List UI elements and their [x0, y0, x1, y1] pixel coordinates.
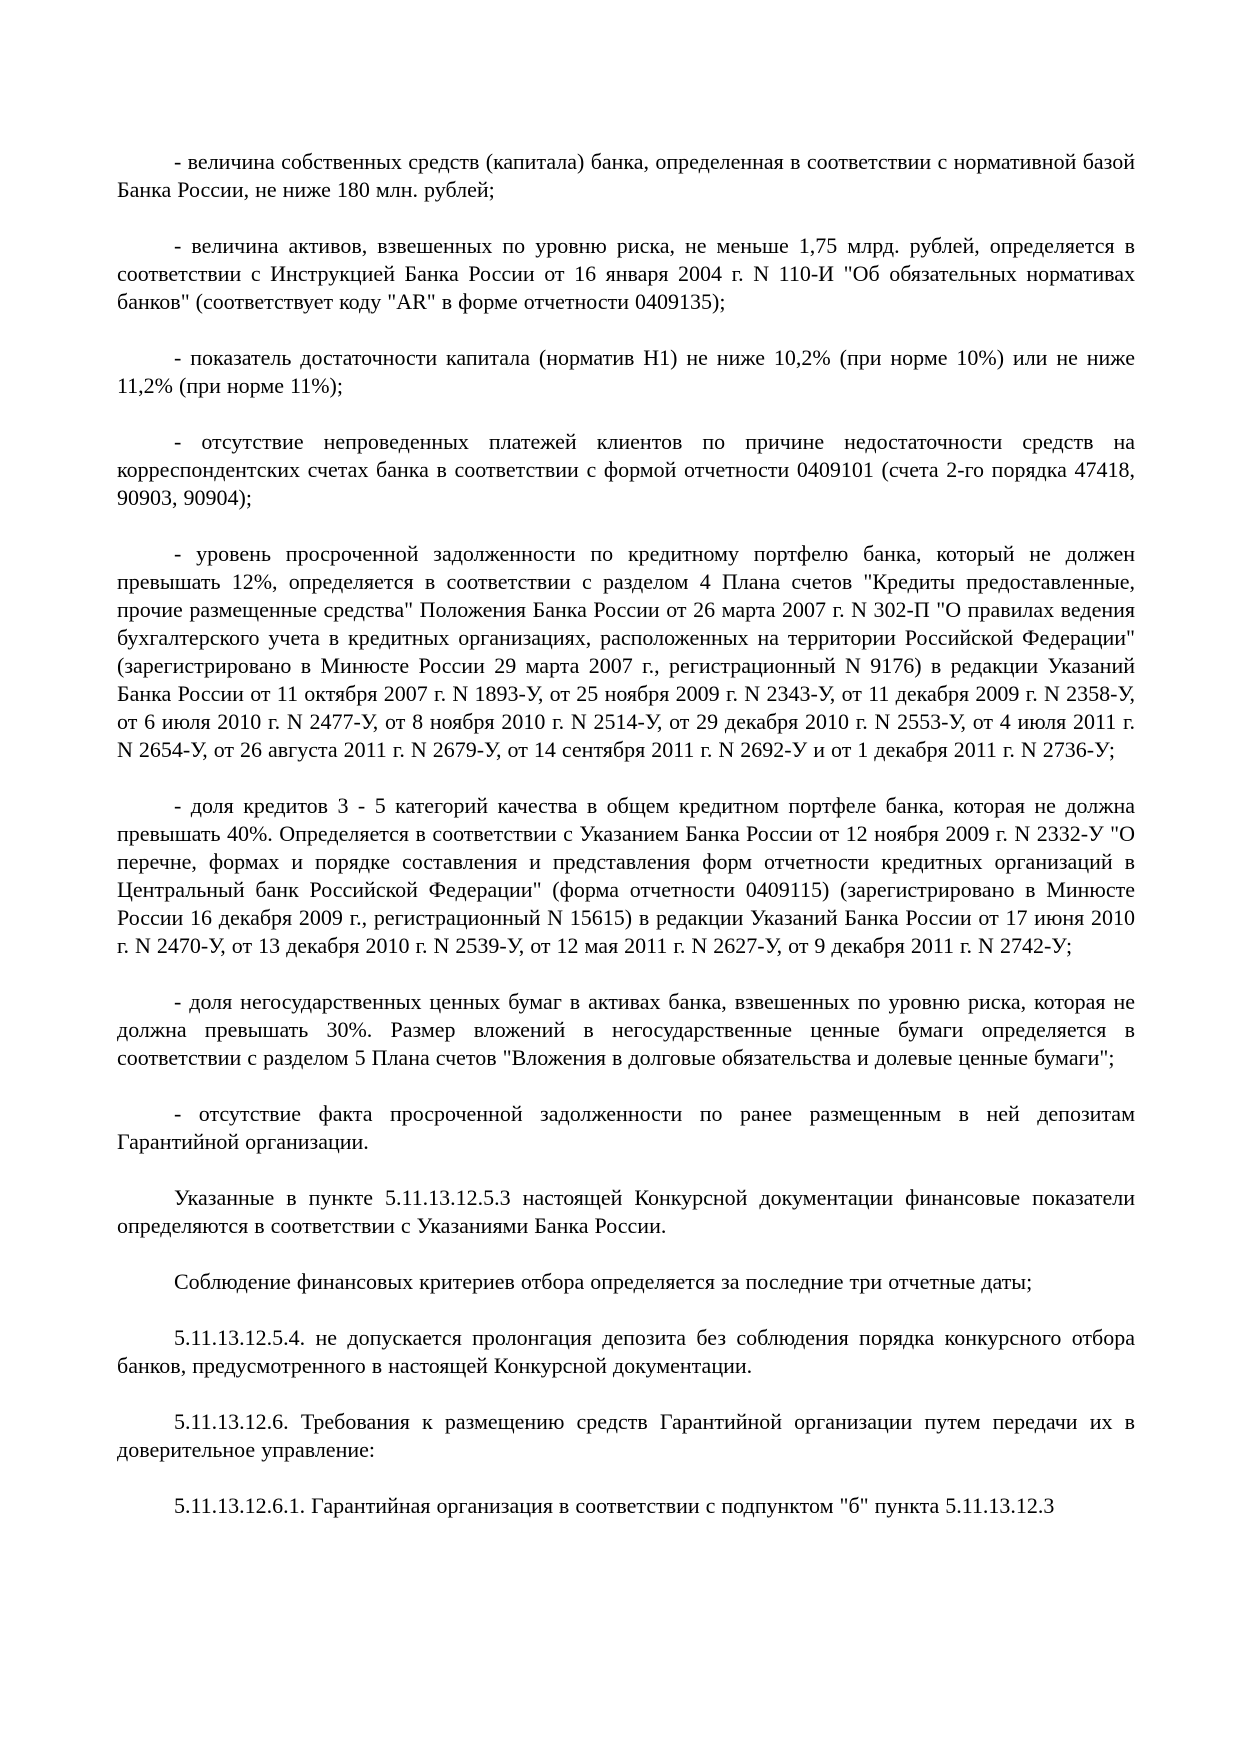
document-body [117, 148, 1135, 1520]
bullet-unprocessed-payments: - отсутствие непроведенных платежей клиентов по причине недостаточности средств на корреспондентских счетах банка в соответствии с формой отчетности 0409101 (счета 2-го порядка 47418, 90903, 90904); [117, 429, 1135, 510]
bullet-overdue-loan-level: - уровень просроченной задолженности по кредитному портфелю банка, который не должен превышать 12%, определяется в соответствии с разделом 4 Плана счетов "Кредиты предоставленные, прочие размещенные средства" Положения Банка России от 26 марта 2007 г. N 302-П "О правилах ведения бухгалтерского учета в кредитных организациях, расположенных на территории Российской Федерации" (зарегистрировано в Минюсте России 29 марта 2007 г., регистрационный N 9176) в редакции Указаний Банка России от 11 октября 2007 г. N 1893-У, от 25 ноября 2009 г. N 2343-У, от 11 декабря 2009 г. N 2358-У, от 6 июля 2010 г. N 2477-У, от 8 ноября 2010 г. N 2514-У, от 29 декабря 2010 г. N 2553-У, от 4 июля 2011 г. N 2654-У, от 26 августа 2011 г. N 2679-У, от 14 сентября 2011 г. N 2692-У и от 1 декабря 2011 г. N 2736-У; [117, 541, 1135, 762]
bullet-capital-requirement: - величина собственных средств (капитала) банка, определенная в соответствии с нормативной базой Банка России, не ниже 180 млн. рублей; [117, 149, 1135, 202]
para-clause-5-11-13-12-6-1: 5.11.13.12.6.1. Гарантийная организация в соответствии с подпунктом "б" пункта 5.11.13.12.3 [174, 1493, 1055, 1518]
bullet-assets-requirement: - величина активов, взвешенных по уровню риска, не меньше 1,75 млрд. рублей, определяется в соответствии с Инструкцией Банка России от 16 января 2004 г. N 110-И "Об обязательных нормативах банков" (соответствует коду "AR" в форме отчетности 0409135); [117, 233, 1135, 314]
bullet-capital-adequacy: - показатель достаточности капитала (норматив Н1) не ниже 10,2% (при норме 10%) или не ниже 11,2% (при норме 11%); [117, 345, 1135, 398]
bullet-no-overdue-deposits: - отсутствие факта просроченной задолженности по ранее размещенным в ней депозитам Гарантийной организации. [117, 1101, 1135, 1154]
bullet-nongov-securities-share: - доля негосударственных ценных бумаг в активах банка, взвешенных по уровню риска, которая не должна превышать 30%. Размер вложений в негосударственные ценные бумаги определяется в соответствии с разделом 5 Плана счетов "Вложения в долговые обязательства и долевые ценные бумаги"; [117, 989, 1135, 1070]
bullet-loan-quality-share: - доля кредитов 3 - 5 категорий качества в общем кредитном портфеле банка, которая не должна превышать 40%. Определяется в соответствии с Указанием Банка России от 12 ноября 2009 г. N 2332-У "О перечне, формах и порядке составления и представления форм отчетности кредитных организаций в Центральный банк Российской Федерации" (форма отчетности 0409115) (зарегистрировано в Минюсте России 16 декабря 2009 г., регистрационный N 15615) в редакции Указаний Банка России от 17 июня 2010 г. N 2470-У, от 13 декабря 2010 г. N 2539-У, от 12 мая 2011 г. N 2627-У, от 9 декабря 2011 г. N 2742-У; [117, 793, 1135, 958]
para-financial-criteria-dates: Соблюдение финансовых критериев отбора определяется за последние три отчетные даты; [174, 1269, 1033, 1294]
para-clause-5-11-13-12-6: 5.11.13.12.6. Требования к размещению средств Гарантийной организации путем передачи их в доверительное управление: [117, 1409, 1135, 1462]
para-clause-5-11-13-12-5-4: 5.11.13.12.5.4. не допускается пролонгация депозита без соблюдения порядка конкурсного отбора банков, предусмотренного в настоящей Конкурсной документации. [117, 1325, 1135, 1378]
para-indicators-note: Указанные в пункте 5.11.13.12.5.3 настоящей Конкурсной документации финансовые показатели определяются в соответствии с Указаниями Банка России. [117, 1185, 1135, 1238]
